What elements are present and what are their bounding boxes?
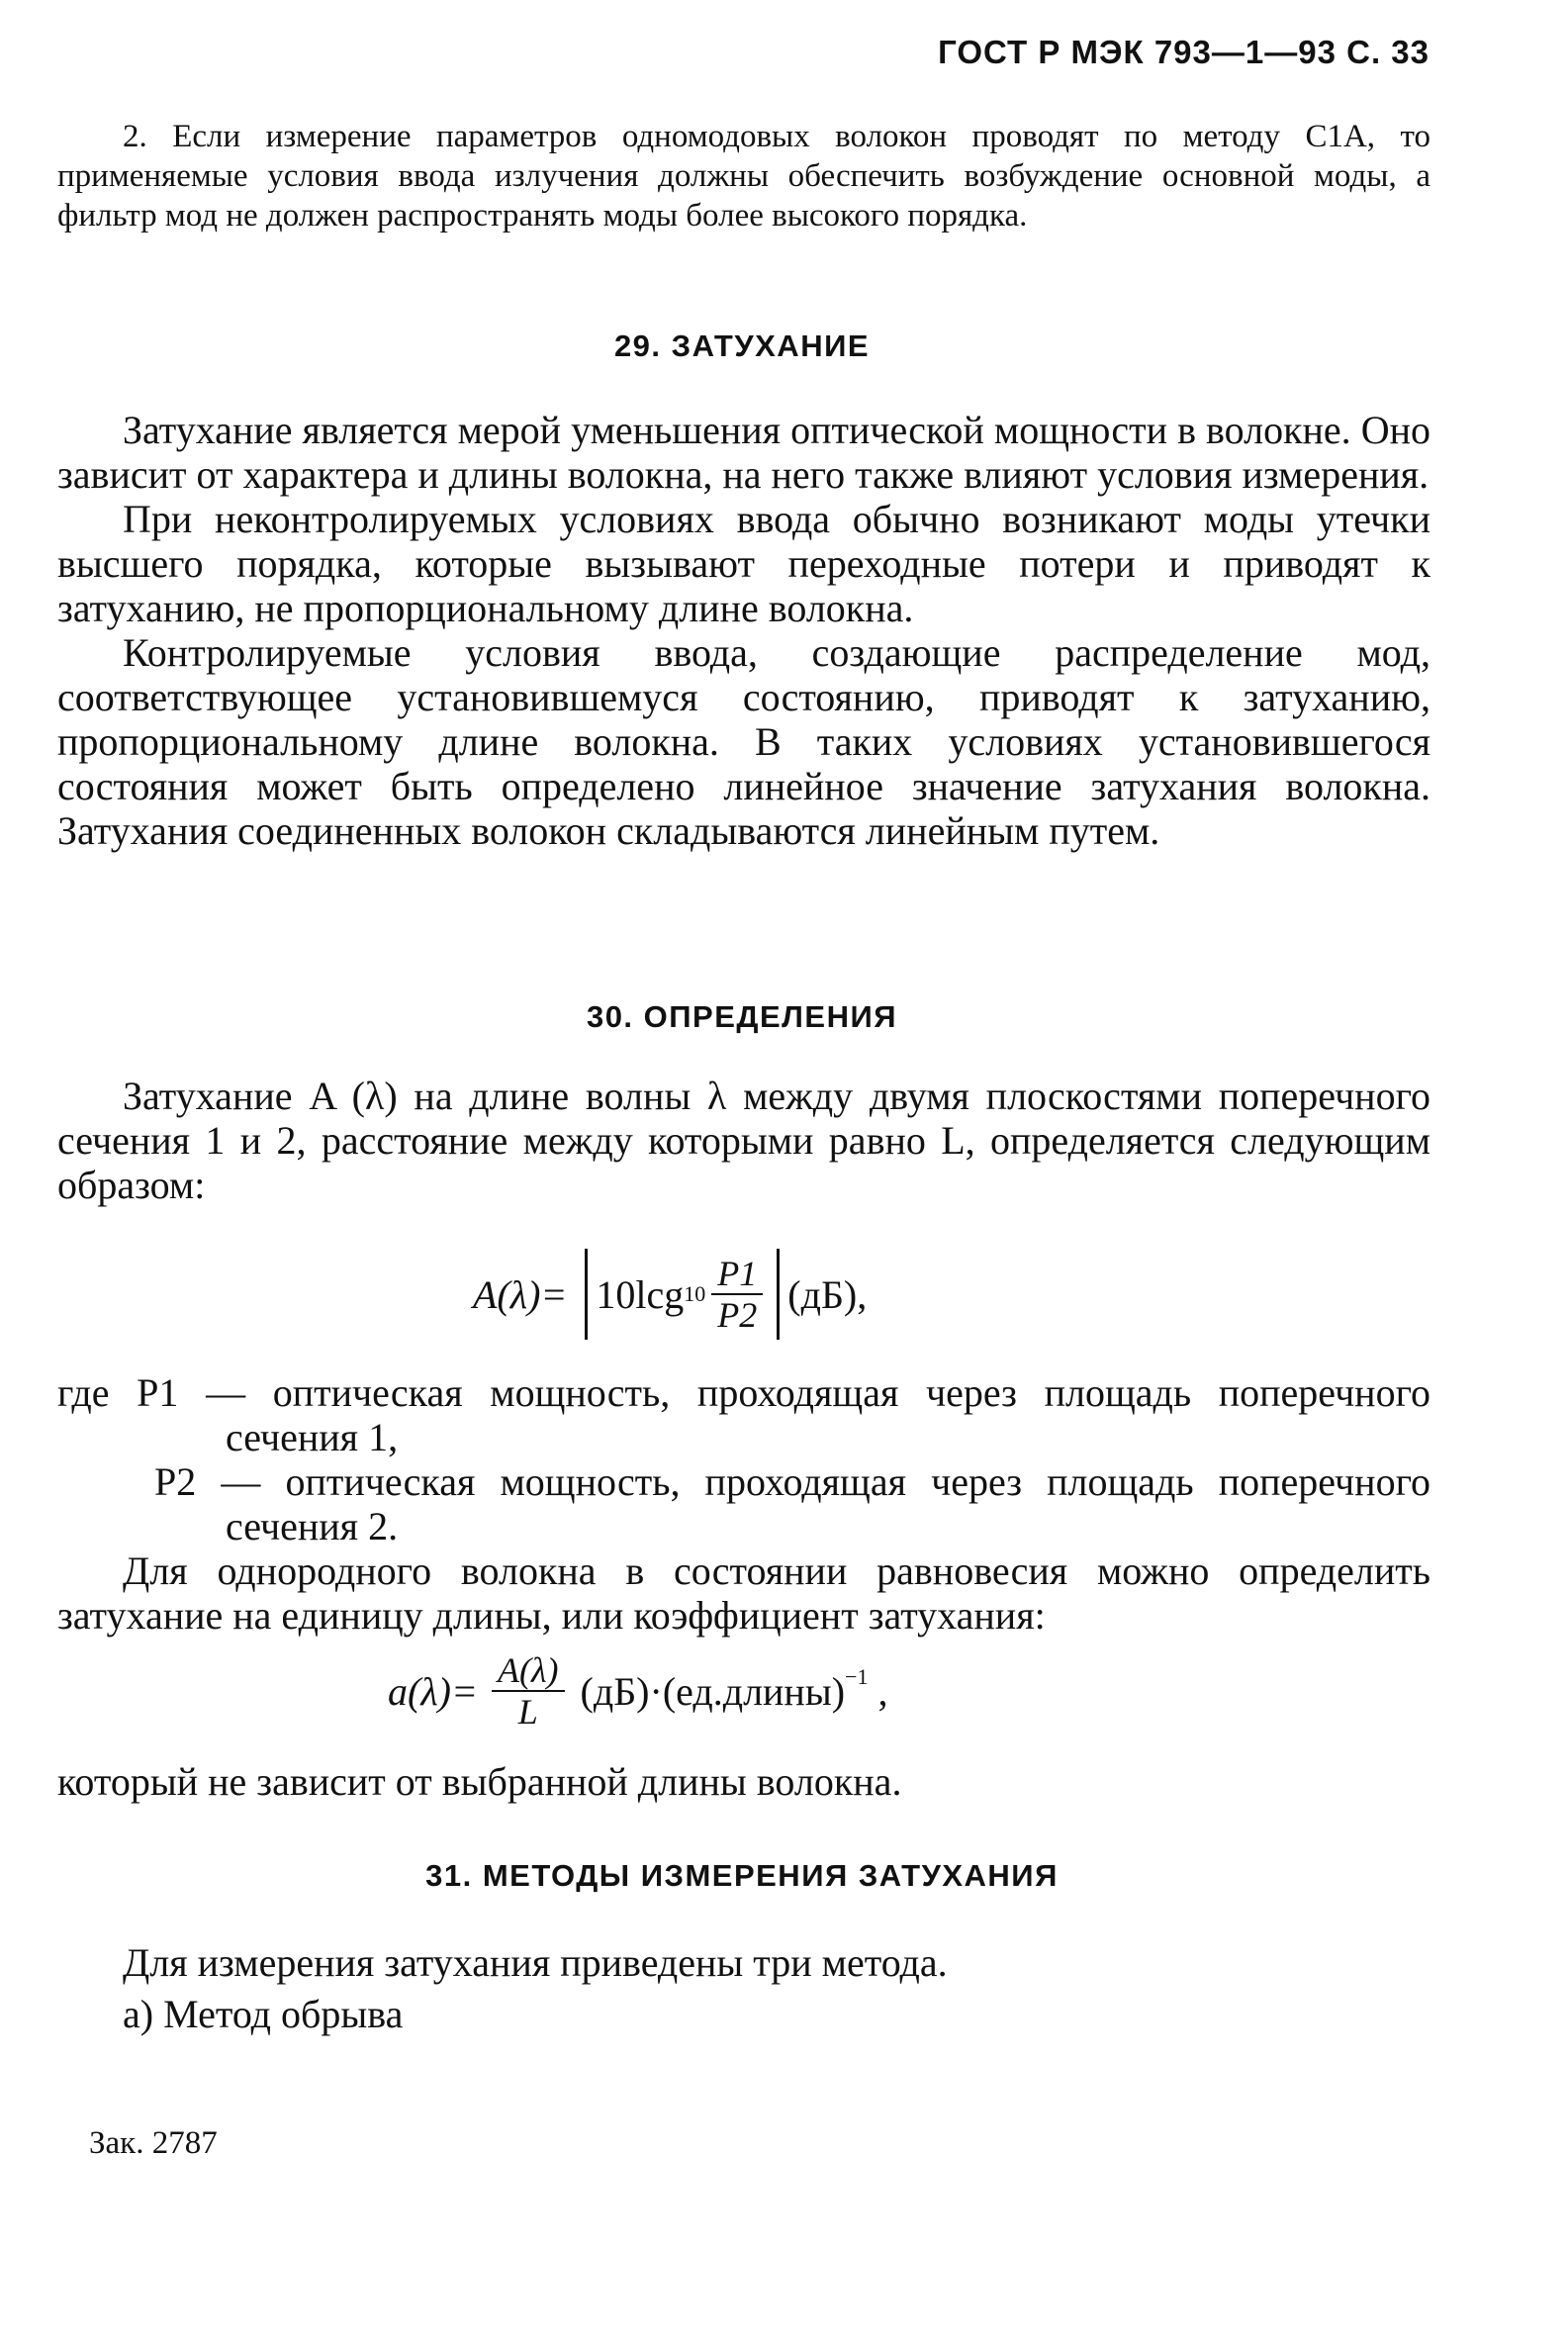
formula-coefficient: [388, 1650, 887, 1732]
fraction-numerator: A(λ): [497, 1650, 559, 1690]
definitions: [57, 1370, 1430, 1548]
formula-tail: ,: [877, 1668, 888, 1714]
paragraph: Для однородного волокна в состоянии равновесия можно определить затухание на единицу длины, или коэффициент затухания:: [57, 1548, 1430, 1638]
definition-p2: P2 — оптическая мощность, проходящая через площадь поперечного сечения 2.: [154, 1459, 1430, 1548]
section-30-para2: [57, 1548, 1430, 1638]
paragraph: Затухание является мерой уменьшения оптической мощности в волокне. Оно зависит от характера и длины волокна, на него также влияют условия измерения.: [57, 408, 1430, 497]
paragraph: Контролируемые условия ввода, создающие распределение мод, соответствующее установившемуся состоянию, приводят к затуханию, пропорциональному длине волокна. В таких условиях установившегося состояния может быть определено линейное значение затухания волокна. Затухания соединенных волокон складываются линейным путем.: [57, 630, 1430, 853]
section-31-heading: 31. МЕТОДЫ ИЗМЕРЕНИЯ ЗАТУХАНИЯ: [425, 1858, 1059, 1893]
list-line: а) Метод обрыва: [123, 1992, 404, 2036]
section-29-heading: 29. ЗАТУХАНИЕ: [613, 328, 871, 363]
formula-lhs: A(λ)=: [473, 1271, 568, 1317]
formula-unit: (дБ)·(ед.длины): [580, 1668, 846, 1714]
definition-p1: где P1 — оптическая мощность, проходящая через площадь поперечного сечения 1,: [57, 1370, 1430, 1459]
footer-order: Зак. 2787: [89, 2125, 218, 2161]
abs-bar-left: [585, 1249, 588, 1340]
formula-lhs: a(λ)=: [388, 1668, 478, 1714]
list-line: Для измерения затухания приведены три метода.: [123, 1940, 948, 1985]
fraction-numerator: P1: [717, 1254, 758, 1293]
section-29-body: [57, 408, 1430, 853]
section-30-intro: [57, 1074, 1430, 1207]
fraction-denominator: P2: [717, 1295, 758, 1335]
formula-coef: 10lcg: [596, 1271, 685, 1317]
note-paragraph: 2. Если измерение параметров одномодовых волокон проводят по методу C1A, то применяемые условия ввода излучения должны обеспечить возбуждение основной моды, а фильтр мод не должен распространять моды более высокого порядка.: [57, 119, 1430, 234]
formula-fraction: [711, 1254, 763, 1335]
running-header: ГОСТ Р МЭК 793—1—93 С. 33: [938, 34, 1430, 70]
paragraph: Затухание A (λ) на длине волны λ между двумя плоскостями поперечного сечения 1 и 2, расстояние между которыми равно L, определяется следующим образом:: [57, 1074, 1430, 1207]
section-31-body: [57, 1937, 1430, 2040]
section-30-para3: [57, 1759, 1430, 1804]
formula-fraction: [492, 1650, 565, 1732]
paragraph: который не зависит от выбранной длины волокна.: [57, 1759, 902, 1804]
formula-unit: (дБ),: [787, 1271, 868, 1317]
section-30-heading: 30. ОПРЕДЕЛЕНИЯ: [586, 999, 898, 1034]
formula-base: 10: [684, 1281, 706, 1306]
fraction-denominator: L: [517, 1692, 538, 1732]
formula-attenuation: [473, 1249, 867, 1340]
paragraph: При неконтролируемых условиях ввода обычно возникают моды утечки высшего порядка, которые вызывают переходные потери и приводят к затуханию, не пропорциональному длине волокна.: [57, 497, 1430, 630]
formula-exponent: −1: [845, 1664, 869, 1689]
abs-bar-right: [777, 1249, 780, 1340]
